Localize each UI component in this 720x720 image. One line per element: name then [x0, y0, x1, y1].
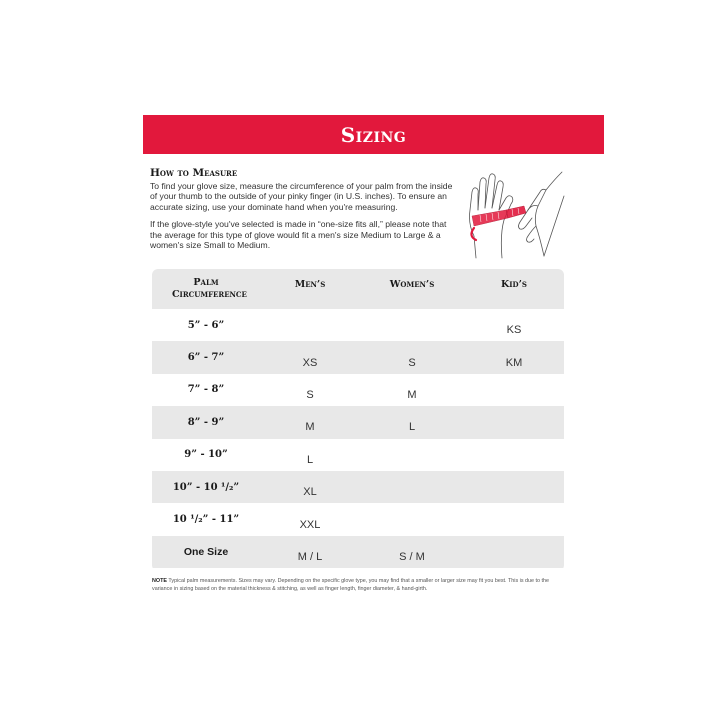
one-size-note: If the glove-style you've selected is made in “one-size fits all,” please note that the average for this type of glove would fit a men's size Medium to Large & a women's size Small to Medium.	[150, 219, 447, 251]
table-row	[152, 471, 564, 503]
header-mens: Men’s	[294, 279, 326, 290]
kids-size-cell: KS	[506, 324, 522, 337]
palm-size-cell: 8” - 9”	[187, 416, 225, 428]
table-row	[152, 439, 564, 471]
sizing-banner	[143, 115, 604, 154]
page-title: Sizing	[340, 122, 407, 147]
palm-size-cell: One Size	[183, 545, 229, 558]
header-kids: Kid’s	[501, 279, 527, 290]
womens-size-cell: L	[408, 421, 416, 434]
kids-size-cell: KM	[505, 356, 523, 369]
hand-measuring-illustration	[462, 166, 568, 262]
table-row	[152, 341, 564, 373]
womens-size-cell: S	[408, 356, 416, 369]
mens-size-cell: XS	[302, 356, 318, 369]
table-row	[152, 536, 564, 568]
womens-size-cell: M	[407, 388, 417, 401]
mens-size-cell: XXL	[299, 518, 321, 531]
sizing-table	[152, 269, 564, 571]
how-to-measure-section	[150, 167, 460, 257]
palm-size-cell: 9” - 10”	[184, 449, 228, 461]
womens-size-cell: S / M	[399, 550, 425, 563]
mens-size-cell: L	[306, 453, 314, 466]
mens-size-cell: S	[306, 388, 314, 401]
palm-size-cell: 7” - 8”	[187, 384, 225, 396]
mens-size-cell: M / L	[297, 550, 323, 563]
table-row	[152, 374, 564, 406]
palm-size-cell: 10” - 10 ¹/₂”	[172, 481, 240, 493]
footnote	[152, 577, 568, 593]
measure-instructions: To find your glove size, measure the circumference of your palm from the inside of your thumb to the outside of your pinky finger (in U.S. inches). To ensure an accurate sizing, use your dominate hand when you're measuring.	[150, 181, 453, 212]
table-header-row	[152, 269, 564, 309]
table-row	[152, 503, 564, 535]
palm-size-cell: 6” - 7”	[187, 352, 225, 364]
mens-size-cell: XL	[303, 486, 317, 499]
palm-size-cell: 5” - 6”	[187, 319, 225, 331]
palm-size-cell: 10 ¹/₂” - 11”	[172, 514, 240, 526]
mens-size-cell: M	[305, 421, 315, 434]
note-label: NOTE	[152, 578, 167, 584]
header-palm-circumference: Palm Circumference	[172, 277, 247, 300]
table-row	[152, 406, 564, 438]
table-row	[152, 309, 564, 341]
header-womens: Women’s	[389, 279, 435, 290]
how-to-measure-heading: How to Measure	[150, 167, 238, 179]
note-text: Typical palm measurements. Sizes may vary. Depending on the specific glove type, you may find that a smaller or larger size may fit you best. This is due to the variance in sizing based on the material thickness & stitching, as well as finger length, finger diameter, & hand-girth.	[152, 578, 550, 592]
